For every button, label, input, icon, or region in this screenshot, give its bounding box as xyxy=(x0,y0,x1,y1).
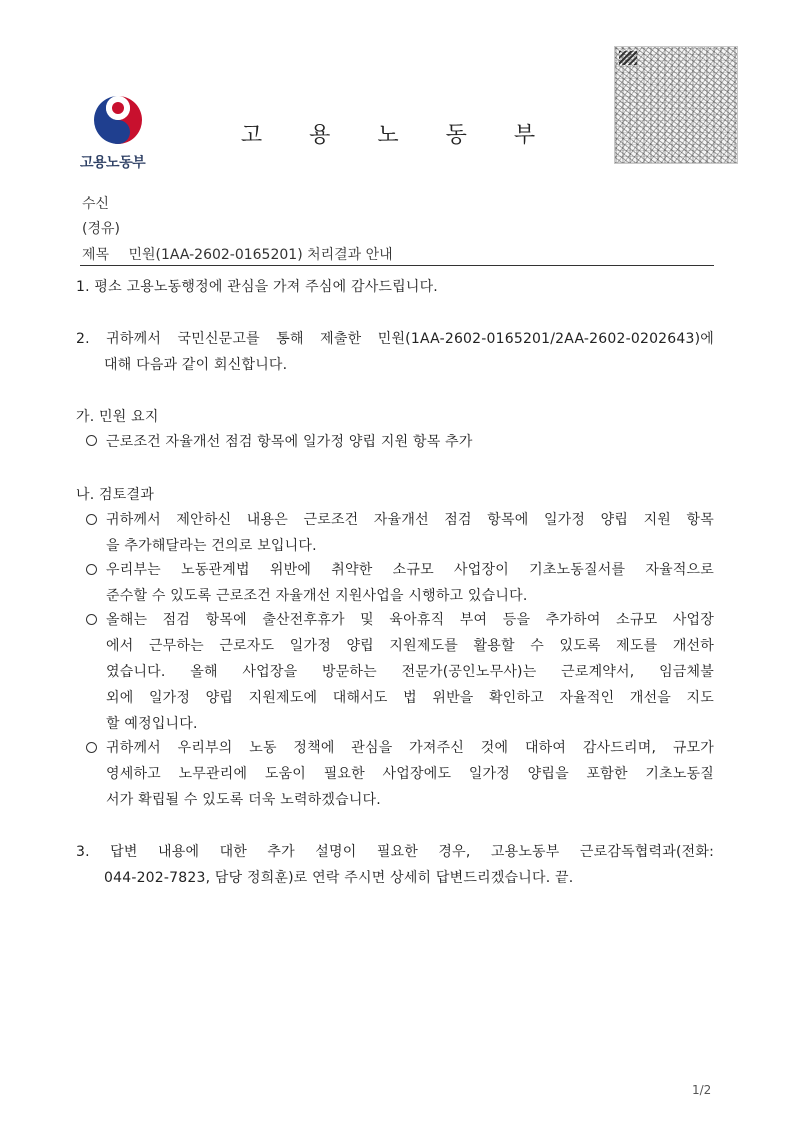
review-item-3-line-3: 였습니다. 올해 사업장을 방문하는 전문가(공인노무사)는 근로계약서, 임금체불 xyxy=(106,664,714,680)
recipient-row xyxy=(82,193,124,213)
qr-code xyxy=(614,46,738,164)
paragraph-2-line-1: 2. 귀하께서 국민신문고를 통해 제출한 민원(1AA-2602-0165201/2AA-2602-0202643)에 xyxy=(76,331,714,347)
review-item-3-line-5: 할 예정입니다. xyxy=(106,716,198,732)
section-a-title: 가. 민원 요지 xyxy=(76,409,159,425)
review-item-4-line-2: 영세하고 노무관리에 도움이 필요한 사업장에도 일가정 양립을 포함한 기초노동질 xyxy=(106,766,714,782)
review-item-2-line-2: 준수할 수 있도록 근로조건 자율개선 지원사업을 시행하고 있습니다. xyxy=(106,588,528,604)
paragraph-1: 1. 평소 고용노동행정에 관심을 가져 주심에 감사드립니다. xyxy=(76,279,438,295)
circle-bullet-icon xyxy=(86,564,97,575)
review-item-3-line-4: 외에 일가정 양립 지원제도에 대해서도 법 위반을 확인하고 자율적인 개선을 지도 xyxy=(106,690,714,706)
paragraph-3-line-1: 3. 답변 내용에 대한 추가 설명이 필요한 경우, 고용노동부 근로감독협력과(전화: xyxy=(76,844,714,860)
circle-bullet-icon xyxy=(86,514,97,525)
ministry-title: 고 용 노 동 부 xyxy=(240,123,556,148)
logo-text: 고용노동부 xyxy=(80,155,146,171)
subject-divider xyxy=(80,265,714,266)
review-item-1-line-1: 귀하께서 제안하신 내용은 근로조건 자율개선 점검 항목에 일가정 양립 지원 항목 xyxy=(106,512,714,528)
paragraph-3-line-2: 044-202-7823, 담당 정희훈)로 연락 주시면 상세히 답변드리겠습니다. 끝. xyxy=(104,870,574,886)
circle-bullet-icon xyxy=(86,614,97,625)
via-label: (경유) xyxy=(82,221,120,237)
section-b-title: 나. 검토결과 xyxy=(76,487,154,503)
review-item-3-line-2: 에서 근무하는 근로자도 일가정 양립 지원제도를 활용할 수 있도록 제도를 개선하 xyxy=(106,638,714,654)
via-row xyxy=(82,218,120,238)
review-item-4-line-1: 귀하께서 우리부의 노동 정책에 관심을 가져주신 것에 대하여 감사드리며, 규모가 xyxy=(106,740,714,756)
qr-corner-mark xyxy=(619,51,637,65)
subject-row xyxy=(82,244,393,264)
subject-value: 민원(1AA-2602-0165201) 처리결과 안내 xyxy=(128,247,393,263)
review-item-4-line-3: 서가 확립될 수 있도록 더욱 노력하겠습니다. xyxy=(106,792,381,808)
page-number: 1/2 xyxy=(692,1083,712,1097)
circle-bullet-icon xyxy=(86,435,97,446)
review-item-1-line-2: 을 추가해달라는 건의로 보입니다. xyxy=(106,538,317,554)
review-item-2-line-1: 우리부는 노동관계법 위반에 취약한 소규모 사업장이 기초노동질서를 자율적으로 xyxy=(106,562,714,578)
recipient-label: 수신 xyxy=(82,196,110,212)
circle-bullet-icon xyxy=(86,742,97,753)
review-item-3-line-1: 올해는 점검 항목에 출산전후휴가 및 육아휴직 부여 등을 추가하여 소규모 사업장 xyxy=(106,612,714,628)
paragraph-2-line-2: 대해 다음과 같이 회신합니다. xyxy=(104,357,288,373)
subject-label: 제목 xyxy=(82,247,110,263)
section-a-item: 근로조건 자율개선 점검 항목에 일가정 양립 지원 항목 추가 xyxy=(106,434,473,450)
